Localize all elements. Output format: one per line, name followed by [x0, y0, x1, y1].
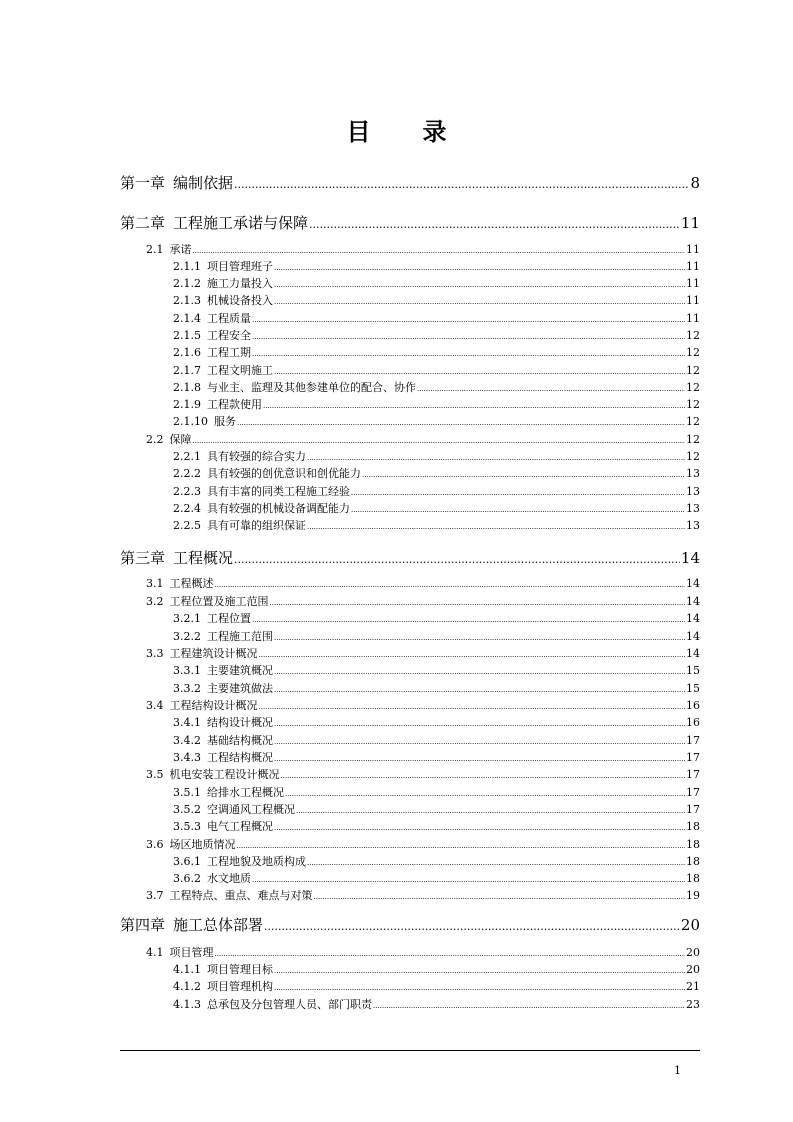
toc-entry-title: 具有可靠的组织保证 — [207, 519, 306, 532]
toc-entry-page: 8 — [690, 174, 700, 192]
toc-entry-page: 18 — [686, 820, 700, 833]
toc-entry-number: 2.1.10 — [173, 415, 208, 428]
toc-entry-number: 3.6.1 — [173, 855, 201, 868]
toc-entry-level3[interactable] — [120, 628, 700, 643]
toc-dot-leader — [274, 820, 685, 833]
toc-entry-level3[interactable] — [120, 327, 700, 342]
toc-entry-page: 17 — [686, 786, 700, 799]
toc-dot-leader — [307, 855, 685, 868]
toc-dot-leader — [281, 768, 686, 781]
toc-dot-leader — [252, 612, 685, 625]
toc-entry-number: 4.1.1 — [173, 963, 201, 976]
toc-entry-page: 15 — [686, 664, 700, 677]
toc-entry-title: 空调通风工程概况 — [207, 803, 295, 816]
toc-entry-number: 3.4.1 — [173, 716, 201, 729]
toc-entry-page: 18 — [686, 855, 700, 868]
toc-entry-number: 3.7 — [146, 889, 164, 902]
toc-dot-leader — [274, 963, 685, 976]
toc-dot-leader — [270, 595, 686, 608]
toc-entry-level3[interactable] — [120, 732, 700, 747]
toc-entry-number: 2.2 — [146, 433, 164, 446]
toc-entry-page: 14 — [686, 647, 700, 660]
toc-entry-number: 2.2.1 — [173, 450, 201, 463]
toc-entry-number: 3.3 — [146, 647, 164, 660]
toc-entry-page: 13 — [686, 467, 700, 480]
toc-entry-number: 2.2.5 — [173, 519, 201, 532]
toc-dot-leader — [259, 699, 686, 712]
toc-entry-level3[interactable] — [120, 258, 700, 273]
toc-entry-title: 服务 — [214, 415, 236, 428]
toc-entry-level3[interactable] — [120, 996, 700, 1011]
toc-entry-number: 2.1.6 — [173, 346, 201, 359]
toc-entry-title: 具有较强的综合实力 — [207, 450, 306, 463]
toc-entry-level1[interactable] — [120, 212, 700, 232]
toc-entry-number: 第四章 — [120, 916, 166, 934]
toc-dot-leader — [274, 630, 685, 643]
toc-entry-number: 2.1.3 — [173, 294, 201, 307]
toc-entry-page: 12 — [686, 364, 700, 377]
toc-entry-title: 工程工期 — [207, 346, 251, 359]
toc-entry-level3[interactable] — [120, 818, 700, 833]
toc-entry-title: 施工总体部署 — [173, 916, 264, 934]
toc-entry-level2[interactable] — [120, 766, 700, 781]
toc-dot-leader — [274, 664, 685, 677]
toc-dot-leader — [307, 450, 685, 463]
toc-entry-number: 2.2.2 — [173, 467, 201, 480]
toc-entry-number: 3.4.3 — [173, 751, 201, 764]
toc-entry-page: 12 — [686, 346, 700, 359]
toc-entry-number: 3.4 — [146, 699, 164, 712]
toc-entry-level3[interactable] — [120, 292, 700, 307]
toc-entry-title: 项目管理机构 — [207, 980, 273, 993]
toc-dot-leader — [314, 889, 686, 902]
toc-entry-number: 4.1.2 — [173, 980, 201, 993]
toc-entry-level2[interactable] — [120, 431, 700, 446]
toc-entry-title: 给排水工程概况 — [207, 786, 284, 799]
toc-entry-level3[interactable] — [120, 396, 700, 411]
toc-entry-page: 17 — [686, 803, 700, 816]
toc-entry-level3[interactable] — [120, 448, 700, 463]
toc-entry-page: 13 — [686, 519, 700, 532]
title-char-right: 录 — [422, 117, 447, 146]
toc-entry-title: 具有较强的创优意识和创优能力 — [207, 467, 361, 480]
toc-entry-page: 14 — [680, 549, 700, 567]
toc-entry-title: 工程概况 — [173, 549, 234, 567]
toc-entry-number: 2.1.2 — [173, 277, 201, 290]
toc-dot-leader — [274, 980, 685, 993]
toc-dot-leader — [193, 433, 686, 446]
toc-entry-title: 主要建筑做法 — [207, 682, 273, 695]
toc-entry-page: 13 — [686, 502, 700, 515]
toc-entry-level2[interactable] — [120, 593, 700, 608]
footer-divider — [120, 1050, 700, 1051]
toc-entry-level3[interactable] — [120, 680, 700, 695]
toc-entry-title: 场区地质情况 — [169, 838, 236, 851]
toc-entry-number: 3.5.2 — [173, 803, 201, 816]
toc-entry-number: 4.1.3 — [173, 998, 201, 1011]
toc-entry-level2[interactable] — [120, 575, 700, 590]
toc-entry-title: 承诺 — [169, 243, 192, 256]
toc-entry-number: 2.1.8 — [173, 381, 201, 394]
toc-dot-leader — [351, 485, 685, 498]
toc-entry-title: 工程地貌及地质构成 — [207, 855, 306, 868]
toc-entry-number: 3.2.1 — [173, 612, 201, 625]
toc-entry-level3[interactable] — [120, 362, 700, 377]
toc-entry-page: 14 — [686, 630, 700, 643]
toc-entry-title: 工程位置 — [207, 612, 251, 625]
toc-entry-page: 11 — [686, 260, 700, 273]
toc-dot-leader — [252, 346, 685, 359]
toc-entry-page: 11 — [680, 214, 700, 232]
toc-entry-page: 18 — [686, 872, 700, 885]
toc-dot-leader — [274, 260, 685, 273]
page-title — [0, 112, 793, 147]
toc-entry-page: 16 — [686, 699, 700, 712]
toc-entry-title: 项目管理 — [169, 946, 214, 959]
toc-entry-level3[interactable] — [120, 465, 700, 480]
toc-dot-leader — [193, 243, 686, 256]
toc-entry-title: 项目管理班子 — [207, 260, 273, 273]
toc-entry-number: 2.1.7 — [173, 364, 201, 377]
toc-dot-leader — [259, 647, 686, 660]
toc-entry-number: 3.6.2 — [173, 872, 201, 885]
toc-entry-level3[interactable] — [120, 978, 700, 993]
toc-entry-title: 与业主、监理及其他参建单位的配合、协作 — [207, 381, 416, 394]
toc-entry-level3[interactable] — [120, 749, 700, 764]
toc-entry-title: 机械设备投入 — [207, 294, 273, 307]
toc-entry-level1[interactable] — [120, 172, 700, 192]
toc-entry-page: 14 — [686, 577, 700, 590]
toc-entry-title: 工程施工承诺与保障 — [173, 214, 309, 232]
toc-entry-page: 15 — [686, 682, 700, 695]
toc-dot-leader — [237, 415, 685, 428]
toc-entry-level2[interactable] — [120, 645, 700, 660]
toc-entry-number: 3.2.2 — [173, 630, 201, 643]
toc-entry-level3[interactable] — [120, 853, 700, 868]
toc-entry-level2[interactable] — [120, 697, 700, 712]
toc-dot-leader — [215, 577, 686, 590]
toc-entry-title: 工程安全 — [207, 329, 251, 342]
toc-entry-number: 第一章 — [120, 174, 166, 192]
toc-entry-page: 12 — [686, 329, 700, 342]
toc-entry-level3[interactable] — [120, 275, 700, 290]
toc-entry-title: 保障 — [169, 433, 192, 446]
page-number: 1 — [674, 1064, 681, 1077]
toc-entry-level2[interactable] — [120, 944, 700, 959]
toc-entry-page: 14 — [686, 612, 700, 625]
toc-entry-level1[interactable] — [120, 914, 700, 934]
toc-entry-number: 3.1 — [146, 577, 164, 590]
toc-entry-page: 23 — [686, 998, 700, 1011]
toc-dot-leader — [234, 549, 680, 567]
toc-entry-number: 3.5 — [146, 768, 164, 781]
toc-dot-leader — [274, 716, 685, 729]
toc-entry-level3[interactable] — [120, 500, 700, 515]
title-char-left: 目 — [346, 117, 371, 146]
toc-entry-level3[interactable] — [120, 714, 700, 729]
toc-entry-page: 20 — [686, 946, 700, 959]
toc-entry-page: 20 — [680, 916, 700, 934]
toc-dot-leader — [237, 838, 686, 851]
toc-entry-title: 电气工程概况 — [207, 820, 273, 833]
toc-entry-page: 17 — [686, 751, 700, 764]
toc-entry-title: 工程施工范围 — [207, 630, 273, 643]
toc-entry-page: 11 — [686, 277, 700, 290]
toc-entry-level3[interactable] — [120, 483, 700, 498]
toc-entry-page: 16 — [686, 716, 700, 729]
toc-entry-level3[interactable] — [120, 870, 700, 885]
toc-entry-page: 11 — [686, 312, 700, 325]
toc-dot-leader — [234, 174, 689, 192]
toc-entry-page: 19 — [686, 889, 700, 902]
toc-entry-level1[interactable] — [120, 547, 700, 567]
toc-entry-number: 第二章 — [120, 214, 166, 232]
toc-entry-number: 3.4.2 — [173, 734, 201, 747]
toc-entry-number: 2.2.4 — [173, 502, 201, 515]
toc-dot-leader — [252, 312, 685, 325]
toc-dot-leader — [274, 734, 685, 747]
toc-entry-level3[interactable] — [120, 610, 700, 625]
toc-entry-number: 3.5.1 — [173, 786, 201, 799]
toc-entry-number: 4.1 — [146, 946, 164, 959]
toc-entry-page: 20 — [686, 963, 700, 976]
toc-entry-level3[interactable] — [120, 517, 700, 532]
toc-entry-title: 工程结构设计概况 — [169, 699, 258, 712]
toc-entry-title: 工程款使用 — [207, 398, 262, 411]
toc-entry-title: 工程质量 — [207, 312, 251, 325]
toc-entry-number: 2.1.4 — [173, 312, 201, 325]
toc-entry-page: 11 — [686, 294, 700, 307]
toc-entry-level3[interactable] — [120, 961, 700, 976]
toc-entry-title: 具有丰富的同类工程施工经验 — [207, 485, 350, 498]
toc-entry-title: 主要建筑概况 — [207, 664, 273, 677]
toc-entry-page: 18 — [686, 838, 700, 851]
toc-entry-title: 工程特点、重点、难点与对策 — [169, 889, 313, 902]
toc-entry-number: 3.6 — [146, 838, 164, 851]
toc-entry-title: 基础结构概况 — [207, 734, 273, 747]
toc-dot-leader — [274, 682, 685, 695]
toc-entry-title: 工程概述 — [169, 577, 214, 590]
toc-dot-leader — [274, 277, 685, 290]
toc-entry-number: 2.1.5 — [173, 329, 201, 342]
toc-entry-level2[interactable] — [120, 887, 700, 902]
toc-entry-title: 总承包及分包管理人员、部门职责 — [207, 998, 372, 1011]
toc-dot-leader — [362, 467, 685, 480]
toc-dot-leader — [274, 364, 685, 377]
toc-entry-title: 工程位置及施工范围 — [169, 595, 269, 608]
toc-dot-leader — [351, 502, 685, 515]
toc-entry-number: 2.2.3 — [173, 485, 201, 498]
toc-entry-title: 工程建筑设计概况 — [169, 647, 258, 660]
toc-entry-number: 3.5.3 — [173, 820, 201, 833]
toc-entry-page: 17 — [686, 734, 700, 747]
toc-dot-leader — [296, 803, 685, 816]
toc-dot-leader — [215, 946, 686, 959]
toc-entry-number: 2.1.1 — [173, 260, 201, 273]
toc-entry-level3[interactable] — [120, 413, 700, 428]
toc-entry-number: 3.3.2 — [173, 682, 201, 695]
toc-dot-leader — [285, 786, 685, 799]
toc-entry-page: 11 — [686, 243, 700, 256]
toc-entry-page: 13 — [686, 485, 700, 498]
toc-entry-page: 12 — [686, 450, 700, 463]
toc-entry-level2[interactable] — [120, 836, 700, 851]
toc-entry-level3[interactable] — [120, 784, 700, 799]
toc-dot-leader — [274, 751, 685, 764]
toc-entry-title: 工程结构概况 — [207, 751, 273, 764]
toc-entry-page: 12 — [686, 433, 700, 446]
toc-entry-page: 14 — [686, 595, 700, 608]
toc-entry-number: 2.1.9 — [173, 398, 201, 411]
toc-dot-leader — [309, 214, 680, 232]
toc-dot-leader — [263, 398, 685, 411]
toc-entry-title: 施工力量投入 — [207, 277, 273, 290]
toc-entry-title: 结构设计概况 — [207, 716, 273, 729]
toc-entry-level3[interactable] — [120, 662, 700, 677]
toc-dot-leader — [373, 998, 685, 1011]
toc-dot-leader — [264, 916, 680, 934]
toc-entry-page: 17 — [686, 768, 700, 781]
toc-entry-page: 12 — [686, 415, 700, 428]
toc-entry-number: 第三章 — [120, 549, 166, 567]
toc-entry-title: 水文地质 — [207, 872, 251, 885]
toc-entry-title: 编制依据 — [173, 174, 234, 192]
toc-dot-leader — [252, 329, 685, 342]
toc-entry-title: 具有较强的机械设备调配能力 — [207, 502, 350, 515]
toc-entry-title: 项目管理目标 — [207, 963, 273, 976]
toc-entry-page: 21 — [686, 980, 700, 993]
toc-entry-page: 12 — [686, 381, 700, 394]
toc-dot-leader — [307, 519, 685, 532]
toc-entry-number: 2.1 — [146, 243, 164, 256]
toc-entry-level3[interactable] — [120, 310, 700, 325]
toc-dot-leader — [252, 872, 685, 885]
toc-dot-leader — [417, 381, 685, 394]
toc-entry-title: 工程文明施工 — [207, 364, 273, 377]
toc-entry-level3[interactable] — [120, 344, 700, 359]
toc-entry-level3[interactable] — [120, 801, 700, 816]
toc-entry-level3[interactable] — [120, 379, 700, 394]
toc-entry-level2[interactable] — [120, 241, 700, 256]
toc-entry-title: 机电安装工程设计概况 — [169, 768, 280, 781]
toc-entry-page: 12 — [686, 398, 700, 411]
toc-dot-leader — [274, 294, 685, 307]
toc-entry-number: 3.2 — [146, 595, 164, 608]
toc-entry-number: 3.3.1 — [173, 664, 201, 677]
